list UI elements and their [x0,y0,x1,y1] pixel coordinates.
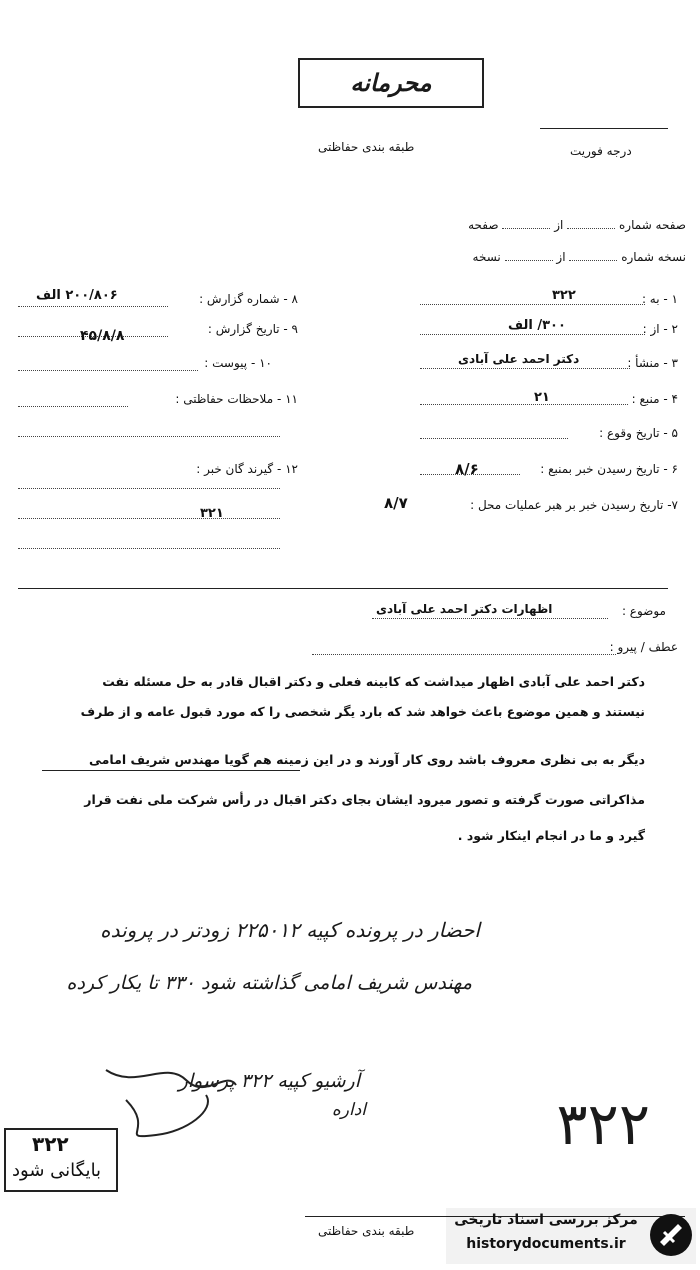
event-date-dots [420,438,568,439]
from-label: ۲ - از : [642,322,678,336]
recipients-value: ۳۲۱ [200,506,224,521]
body-line-2: نیستند و همین موضوع باعث خواهد شد که بارد یگر شخصی را که مورد قبول عامه و از طرف [80,704,645,719]
archive-stamp [4,1128,118,1192]
source-dots [420,404,628,405]
hq-received-value: ۸/۷ [384,494,408,512]
subject-label: موضوع : [621,604,666,618]
copy-from: از [556,250,566,264]
report-number-label: ۸ - شماره گزارش : [199,292,298,306]
subject-value: اظهارات دکتر احمد علی آبادی [376,602,553,616]
source-label: ۴ - منبع : [631,392,678,406]
section-divider [18,588,668,589]
source-value: ۲۱ [534,390,550,405]
handwritten-note-3: آرشیو کپیه ۳۲۲ پرسوار [178,1070,360,1092]
report-date-value: ۴۵/۸/۸ [80,328,125,344]
page-from: از [554,218,564,232]
recipients-dots-3 [18,548,280,549]
body-line-4: مذاکراتی صورت گرفته و تصور میرود ایشان بجای دکتر اقبال در رأس شرکت ملی نفت قرار [84,792,645,807]
hq-received-label: ۷- تاریخ رسیدن خبر بر هبر عملیات محل : [470,498,678,512]
page-label: صفحه شماره [619,218,686,232]
recipients-label: ۱۲ - گیرند گان خبر : [196,462,298,476]
origin-label: ۳ - منشأ : [627,356,678,370]
body-line-5: گیرد و ما در انجام اینکار شود . [457,828,645,843]
report-number-value: ۲۰۰/۸۰۶ الف [36,288,118,303]
recipients-dots-2 [18,518,280,519]
copy-number-row [412,250,686,264]
attachment-dots [18,370,198,371]
report-date-label: ۹ - تاریخ گزارش : [207,322,298,336]
footer-classification-label: طبقه بندی حفاظتی [318,1224,415,1238]
archive-stamp-number: ۳۲۲ [32,1132,69,1156]
attachment-label: ۱۰ - پیوست : [204,356,272,370]
watermark [446,1208,696,1264]
watermark-url: historydocuments.ir [466,1236,626,1252]
remarks-dots-2 [18,436,280,437]
header-classification-label: طبقه بندی حفاظتی [318,140,415,154]
watermark-title: مرکز بررسی اسناد تاریخی [454,1212,638,1228]
source-received-label: ۶ - تاریخ رسیدن خبر بمنبع : [540,462,678,476]
to-label: ۱ - به : [641,292,678,306]
page-number-row [422,218,686,232]
handwritten-note-1: احضار در پرونده کپیه ۲۲۵۰۱۲ زودتر در پرونده [100,918,480,942]
remarks-label: ۱۱ - ملاحظات حفاظتی : [175,392,298,406]
copy-label: نسخه شماره [621,250,686,264]
underline-mark [42,770,300,771]
to-value: ۳۲۲ [552,288,576,303]
body-line-1: دکتر احمد علی آبادی اظهار میداشت که کابینه فعلی و دکتر اقبال قادر به حل مسئله نفت [102,674,645,689]
origin-value: دکتر احمد علی آبادی [458,352,580,366]
handwritten-note-2: مهندس شریف امامی گذاشته شود ۳۳۰ تا یکار کرده [66,972,472,994]
from-dots [420,334,645,335]
subject-dots [372,618,608,619]
body-line-3: دیگر به بی نظری معروف باشد روی کار آورند و در این زمینه هم گویا مهندس شریف امامی [89,752,645,767]
event-date-label: ۵ - تاریخ وقوع : [599,426,678,440]
reference-dots [312,654,616,655]
source-received-value: ۸/۶ [455,460,479,478]
to-dots [420,304,645,305]
confidential-stamp-text: محرمانه [350,68,432,97]
handwritten-note-4: اداره [331,1100,366,1120]
copy-suffix: نسخه [472,250,501,264]
reference-label: عطف / پیرو : [609,640,678,654]
handwritten-big-number: ۳۲۲ [556,1090,650,1158]
confidential-stamp [298,58,484,108]
urgency-line [540,128,668,129]
watermark-logo-icon [648,1212,694,1258]
origin-dots [420,368,630,369]
report-number-dots [18,306,168,307]
urgency-label: درجه فوریت [570,144,632,158]
recipients-dots-1 [18,488,280,489]
remarks-dots-1 [18,406,128,407]
archive-stamp-text: بایگانی شود [12,1160,102,1181]
page-suffix: صفحه [468,218,499,232]
signature-scribble [96,1040,246,1150]
from-value: ۳۰۰/ الف [508,318,566,333]
